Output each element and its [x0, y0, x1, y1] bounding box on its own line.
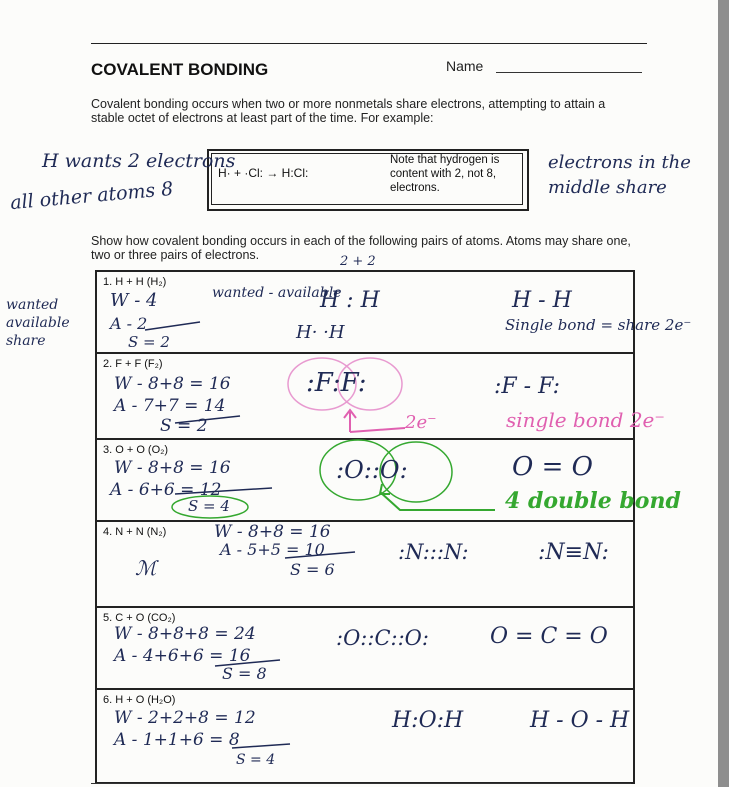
r2-share: S = 2: [160, 416, 208, 436]
margin-note-hydrogen: H wants 2 electrons: [42, 150, 236, 172]
row-label: 5. C + O (CO₂): [103, 612, 176, 624]
example-note: Note that hydrogen is content with 2, not 8, electrons.: [390, 154, 500, 194]
example-formula: H· + ·Cl: → H:Cl:: [218, 166, 309, 180]
r2-structural: :F - F:: [494, 374, 560, 399]
r2-dot-structure: :F:F:: [306, 368, 367, 398]
r6-share: S = 4: [236, 752, 276, 768]
r2-2e-label: 2e⁻: [405, 412, 437, 433]
r1-structural: H - H: [512, 288, 572, 313]
intro-text: Covalent bonding occurs when two or more nonmetals share electrons, attempting to attain a stable octet of electrons at least part of the time. For example:: [91, 97, 606, 125]
instruction-text: Show how covalent bonding occurs in each of the following pairs of atoms. Atoms may share one, two or three pairs of electrons.: [91, 234, 631, 262]
r5-structural: O = C = O: [490, 624, 608, 649]
r6-wanted: W - 2+2+8 = 12: [114, 708, 256, 728]
r2-wanted: W - 8+8 = 16: [114, 374, 231, 394]
row-label: 6. H + O (H₂O): [103, 694, 176, 706]
r1-dot-structure: H : H: [320, 288, 380, 313]
pink-arrow: [344, 410, 405, 432]
name-label: Name: [446, 58, 484, 74]
r1-available: A - 2: [110, 314, 148, 333]
worksheet-title: COVALENT BONDING: [91, 60, 269, 79]
top-note-2plus2: 2 + 2: [340, 254, 376, 269]
r4-dot-structure: :N:::N:: [398, 540, 469, 564]
row-label: 4. N + N (N₂): [103, 526, 167, 538]
r4-structural: :N≡N:: [538, 540, 609, 565]
r1-share: S = 2: [128, 333, 170, 351]
r3-share: S = 4: [188, 497, 230, 515]
r4-scribble: ℳ: [135, 556, 157, 580]
frac-line-r6: [232, 744, 290, 748]
r6-dot-structure: H:O:H: [392, 708, 464, 733]
r1-wanted: W - 4: [110, 290, 158, 311]
r1-wanted-available: wanted - available: [212, 285, 342, 301]
r3-dot-structure: :O::O:: [336, 456, 408, 484]
r5-share: S = 8: [222, 664, 267, 683]
r2-note: single bond 2e⁻: [506, 408, 665, 432]
r5-dot-structure: :O::C::O:: [336, 626, 429, 650]
row-label: 1. H + H (H₂): [103, 276, 167, 288]
r4-available: A - 5+5 = 10: [220, 540, 325, 559]
r3-structural: O = O: [512, 452, 593, 482]
margin-note-wanted: wanted available share: [6, 297, 70, 349]
margin-note-middle: electrons in the middle share: [548, 152, 691, 198]
row-label: 3. O + O (O₂): [103, 444, 169, 456]
r3-wanted: W - 8+8 = 16: [114, 458, 231, 478]
r3-note: 4 double bond: [505, 488, 681, 514]
margin-note-others: all other atoms 8: [9, 177, 175, 215]
footer-rule: [91, 783, 631, 784]
r5-available: A - 4+6+6 = 16: [114, 646, 251, 666]
r3-available: A - 6+6 = 12: [110, 480, 222, 500]
row-label: 2. F + F (F₂): [103, 358, 163, 370]
r4-wanted: W - 8+8 = 16: [214, 522, 331, 542]
r5-wanted: W - 8+8+8 = 24: [114, 624, 256, 644]
frac-line-r1: [145, 322, 200, 330]
r6-available: A - 1+1+6 = 8: [114, 730, 240, 750]
r4-share: S = 6: [290, 560, 335, 579]
r1-note: Single bond = share 2e⁻: [505, 316, 692, 334]
r1-atoms: H· ·H: [296, 322, 345, 343]
r6-structural: H - O - H: [530, 708, 630, 733]
r2-available: A - 7+7 = 14: [114, 396, 226, 416]
